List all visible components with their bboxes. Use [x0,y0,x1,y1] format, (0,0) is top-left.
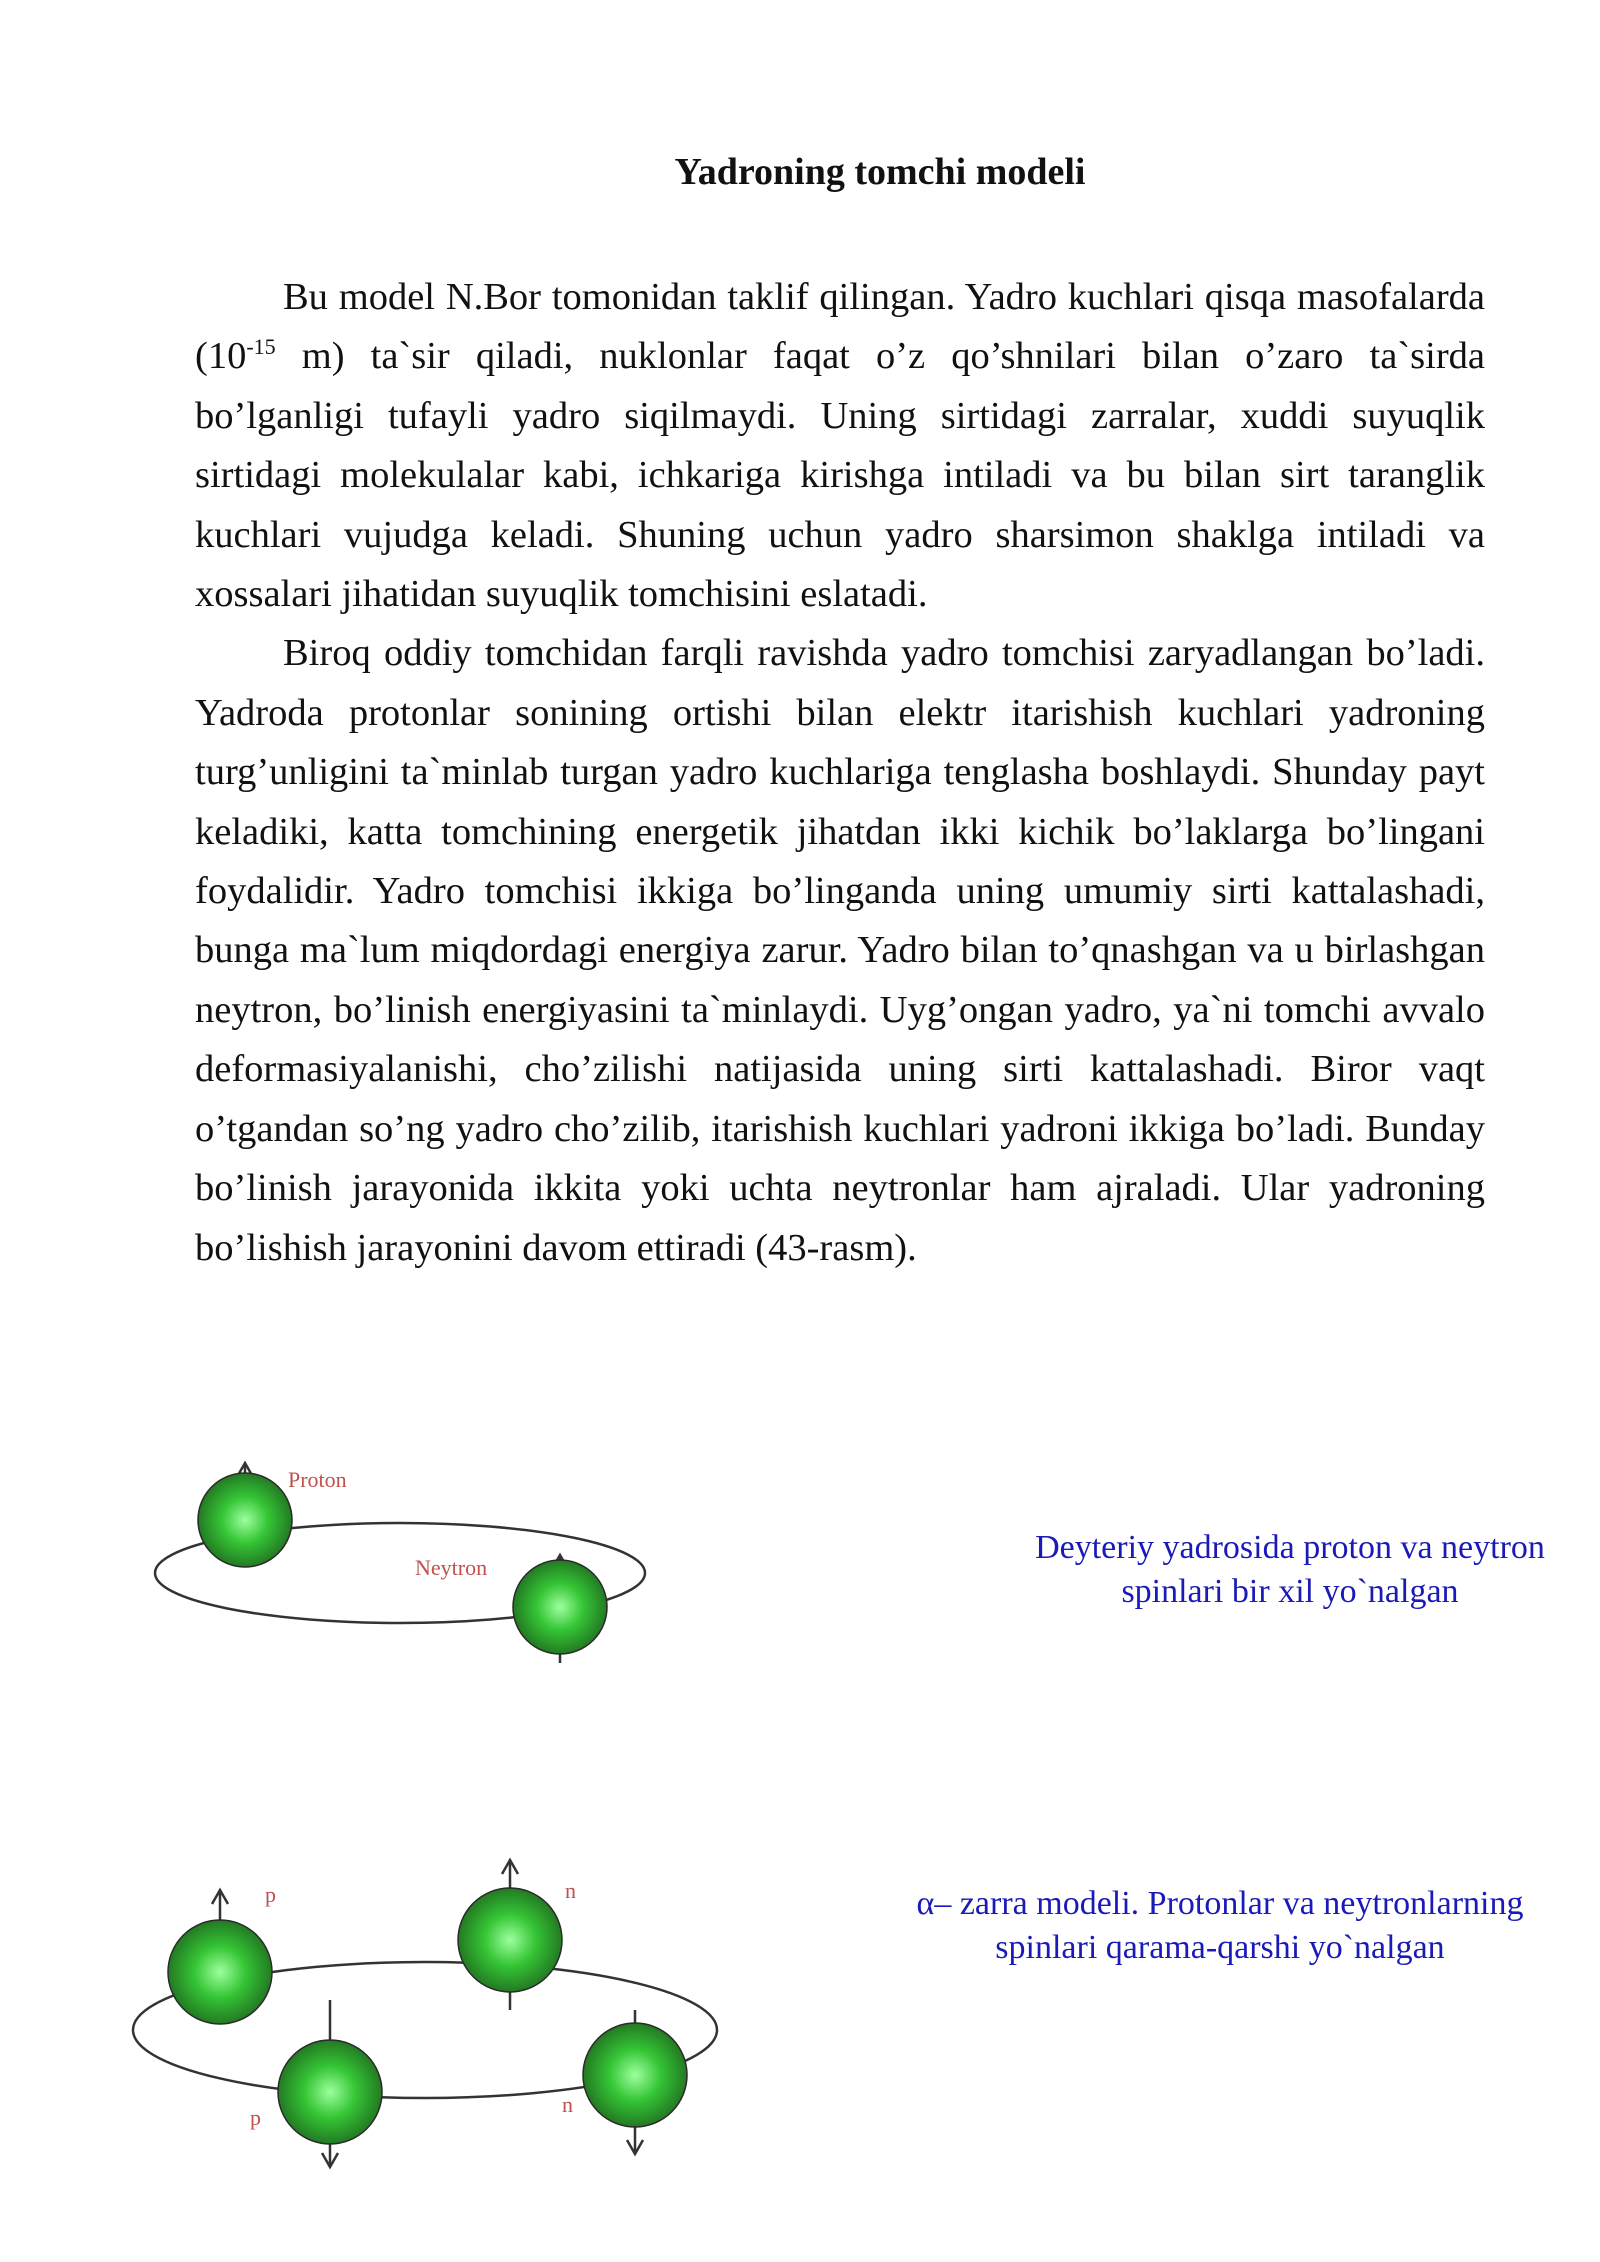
proton-sphere [198,1473,292,1567]
proton-sphere-top [168,1920,272,2024]
paragraph-1: Bu model N.Bor tomonidan taklif qilingan. Yadro kuchlari qisqa masofalarda ($10^{-15}$ m) ta`sir qiladi, nuklonlar faqat o’z qo’shnilari bilan o’zaro ta`sirda bo’lganligi tufayli yadro siqilmaydi. Uning sirtidagi zarralar, xuddi suyuqlik sirtidagi molekulalar kabi, ichkariga kirishga intiladi va bu bilan sirt taranglik kuchlari vujudga keladi. Shuning uchun yadro sharsimon shaklga intiladi va xossalari jihatidan suyuqlik tomchisini eslatadi. [195,276,1485,616]
proton-label-bottom: p [250,2105,261,2130]
proton-label-top: p [265,1882,276,1907]
deuterium-diagram [140,1445,680,1675]
exponent: -15 [246,334,276,360]
proton-label: Proton [288,1467,347,1492]
paragraph-2: Biroq oddiy tomchidan farqli ravishda yadro tomchisi zaryadlangan bo’ladi. Yadroda protonlar sonining ortishi bilan elektr itarishish kuchlari yadroning turg’unligini ta`minlab turgan yadro kuchlariga tenglasha boshlaydi. Shunday payt keladiki, katta tomchining energetik jihatdan ikki kichik bo’laklarga bo’lingani foydalidir. Yadro tomchisi ikkiga bo’linganda uning umumiy sirti kattalashadi, bunga ma`lum miqdordagi energiya zarur. Yadro bilan to’qnashgan va u birlashgan neytron, bo’linish energiyasini ta`minlaydi. Uyg’ongan yadro, ya`ni tomchi avvalo deformasiyalanishi, cho’zilishi natijasida uning sirti kattalashadi. Biror vaqt o’tgandan so’ng yadro cho’zilib, itarishish kuchlari yadroni ikkiga bo’ladi. Bunday bo’linish jarayonida ikkita yoki uchta neytronlar ham ajraladi. Ular yadroning bo’lishish jarayonini davom ettiradi (43-rasm). [195,632,1485,1269]
body-text [195,268,1485,1278]
alpha-caption: α– zarra modeli. Protonlar va neytronlarning spinlari qarama-qarshi yo`nalgan [916,1885,1524,1966]
neutron-label-bottom: n [562,2092,573,2117]
neutron-sphere [513,1560,607,1654]
alpha-particle-diagram [120,1840,740,2180]
neutron-sphere-top [458,1888,562,1992]
neutron-sphere-bottom [583,2023,687,2127]
proton-sphere-bottom [278,2040,382,2144]
neutron-label: Neytron [415,1555,488,1580]
neutron-label-top: n [565,1878,576,1903]
page-title: Yadroning tomchi modeli [674,151,1086,193]
deuterium-caption: Deyteriy yadrosida proton va neytron spinlari bir xil yo`nalgan [1035,1529,1545,1610]
